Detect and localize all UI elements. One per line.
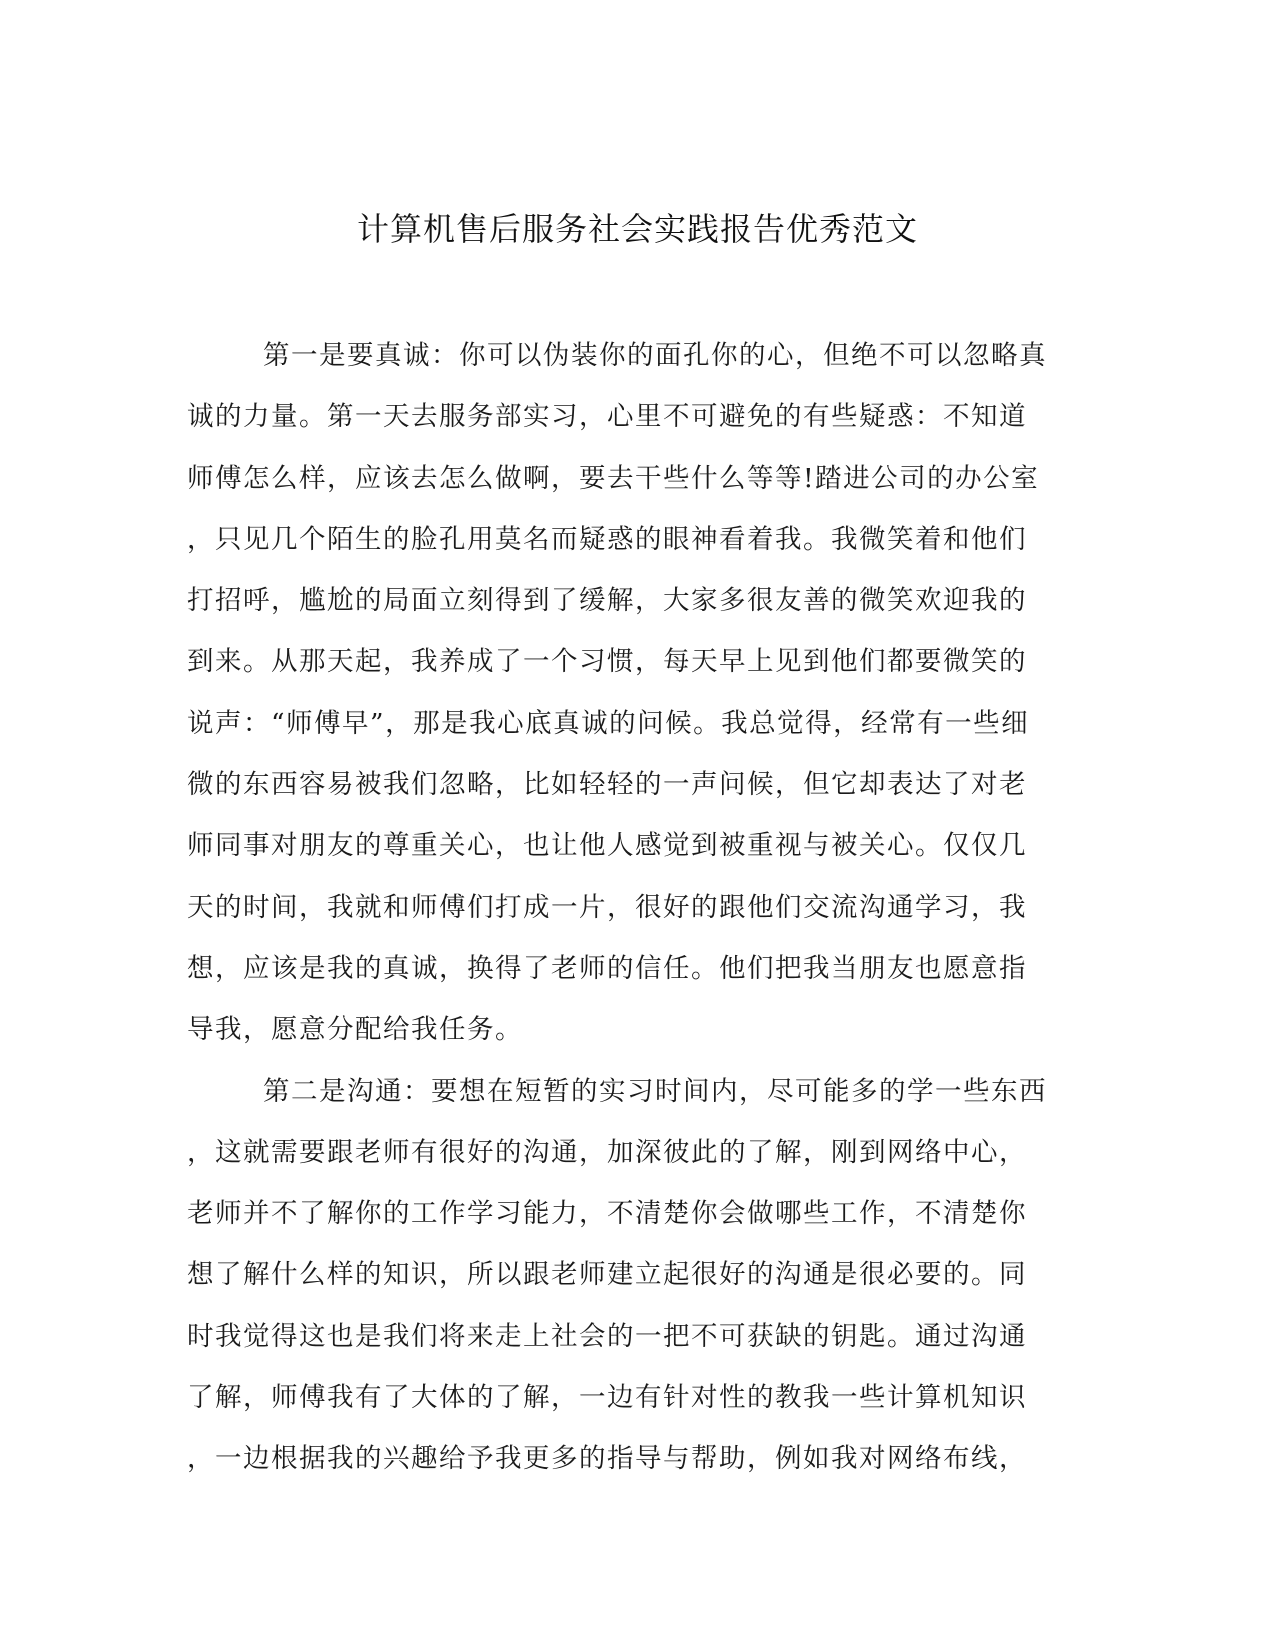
paragraph-1-line: 师傅怎么样，应该去怎么做啊，要去干些什么等等!踏进公司的办公室 <box>187 462 1040 494</box>
paragraph-1-line: ，只见几个陌生的脸孔用莫名而疑惑的眼神看着我。我微笑着和他们 <box>187 523 1027 555</box>
paragraph-1-line: 师同事对朋友的尊重关心，也让他人感觉到被重视与被关心。仅仅几 <box>187 830 1027 862</box>
paragraph-2-line: 第二是沟通：要想在短暂的实习时间内，尽可能多的学一些东西 <box>263 1075 1047 1107</box>
paragraph-2-line: 想了解什么样的知识，所以跟老师建立起很好的沟通是很必要的。同 <box>187 1259 1027 1291</box>
paragraph-1-line: 诚的力量。第一天去服务部实习，心里不可避免的有些疑惑：不知道 <box>187 401 1027 433</box>
paragraph-1-line: 打招呼，尴尬的局面立刻得到了缓解，大家多很友善的微笑欢迎我的 <box>187 585 1027 617</box>
document-title: 计算机售后服务社会实践报告优秀范文 <box>356 210 918 248</box>
paragraph-2-line: 了解，师傅我有了大体的了解，一边有针对性的教我一些计算机知识 <box>187 1382 1027 1414</box>
paragraph-2-line: ，这就需要跟老师有很好的沟通，加深彼此的了解，刚到网络中心， <box>187 1136 1027 1168</box>
paragraph-2-line: 老师并不了解你的工作学习能力，不清楚你会做哪些工作，不清楚你 <box>187 1198 1027 1230</box>
paragraph-1-line: 第一是要真诚：你可以伪装你的面孔你的心，但绝不可以忽略真 <box>263 340 1047 371</box>
paragraph-2-line: ，一边根据我的兴趣给予我更多的指导与帮助，例如我对网络布线， <box>187 1443 1027 1475</box>
paragraph-1-line: 导我，愿意分配给我任务。 <box>187 1014 523 1046</box>
paragraph-1-line: 天的时间，我就和师傅们打成一片，很好的跟他们交流沟通学习，我 <box>187 891 1027 923</box>
document-body <box>187 325 1067 1490</box>
paragraph-1-line: 微的东西容易被我们忽略，比如轻轻的一声问候，但它却表达了对老 <box>187 769 1027 801</box>
paragraph-2-line: 时我觉得这也是我们将来走上社会的一把不可获缺的钥匙。通过沟通 <box>187 1320 1027 1352</box>
paragraph-1-line: 想，应该是我的真诚，换得了老师的信任。他们把我当朋友也愿意指 <box>187 952 1027 984</box>
paragraph-1-line: 说声：“师傅早”，那是我心底真诚的问候。我总觉得，经常有一些细 <box>187 707 1030 739</box>
paragraph-1-line: 到来。从那天起，我养成了一个习惯，每天早上见到他们都要微笑的 <box>187 646 1027 678</box>
